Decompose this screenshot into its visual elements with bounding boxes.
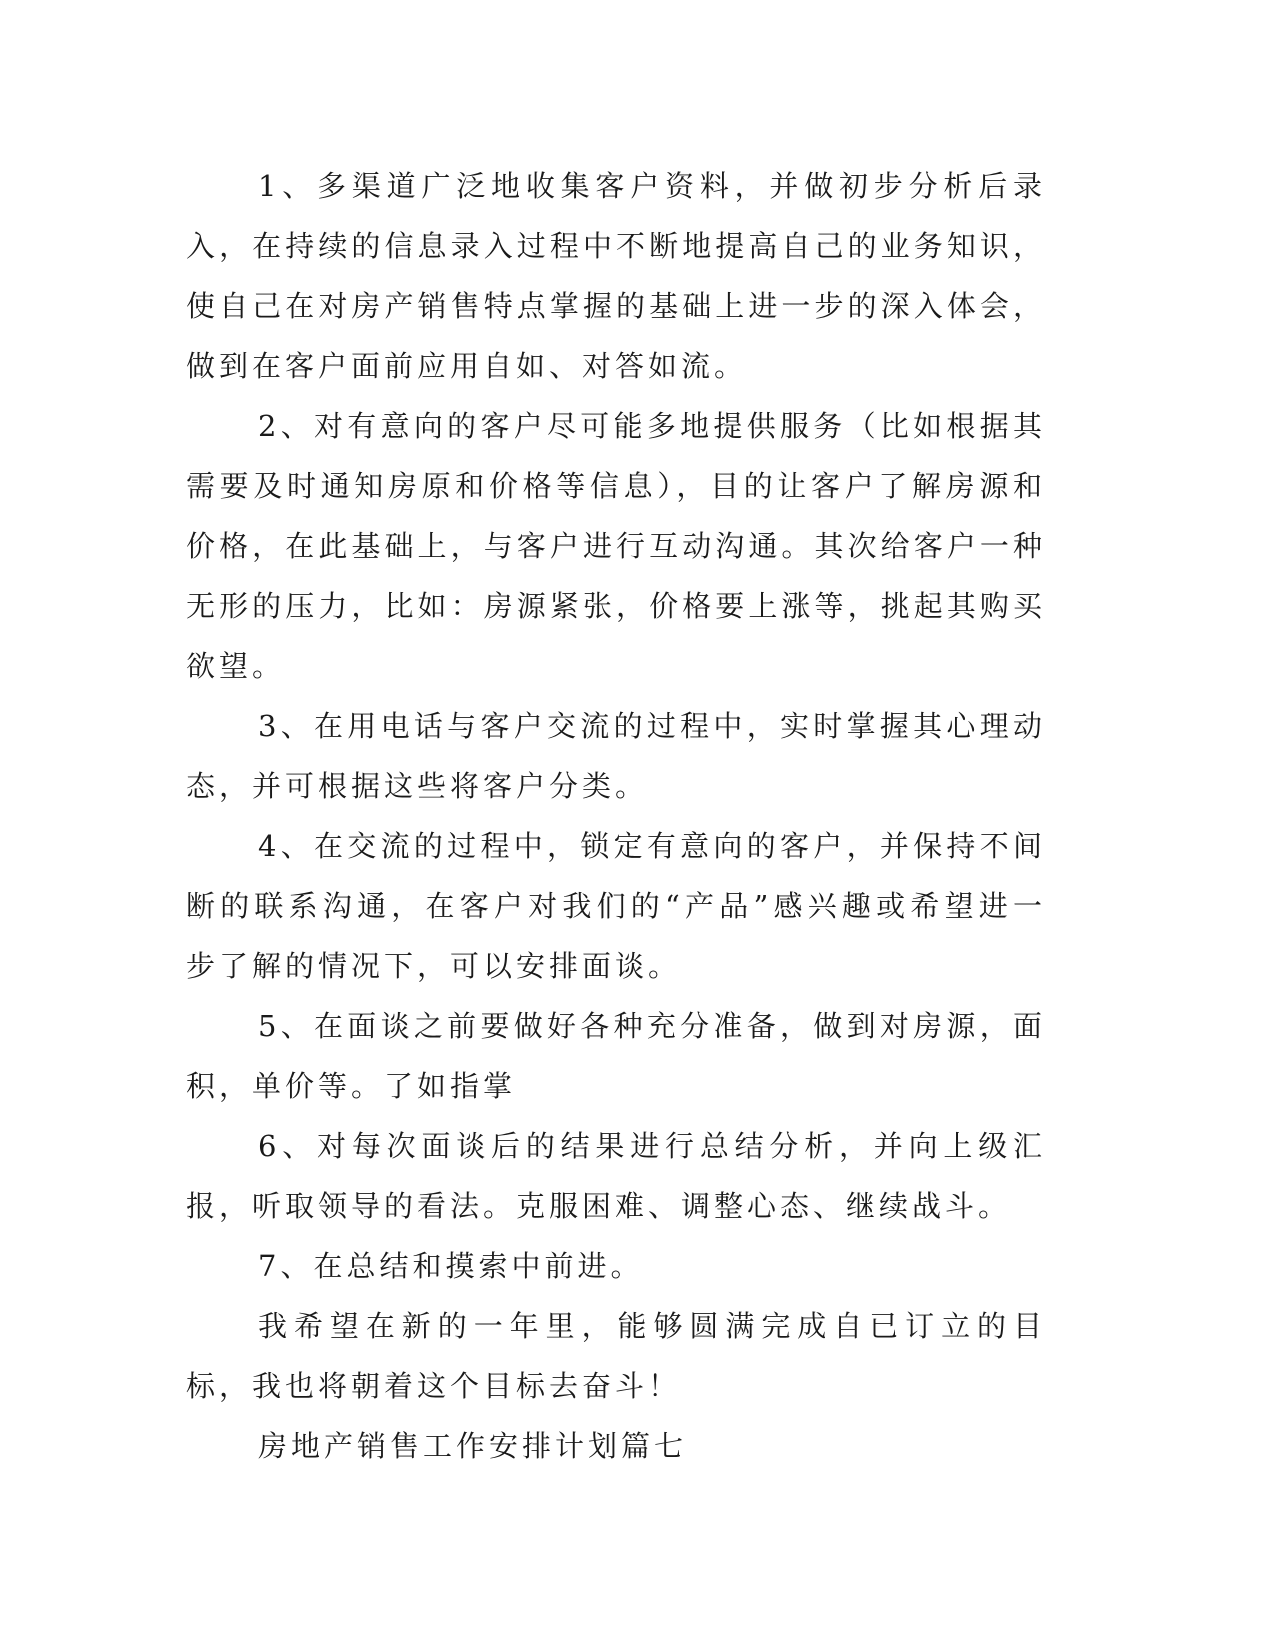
document-body (186, 156, 1046, 1476)
section-heading: 房地产销售工作安排计划篇七 (258, 1429, 688, 1463)
paragraph-item-6: 6、对每次面谈后的结果进行总结分析，并向上级汇报，听取领导的看法。克服困难、调整心态、继续战斗。 (186, 1129, 1046, 1223)
paragraph-item-4: 4、在交流的过程中，锁定有意向的客户，并保持不间断的联系沟通，在客户对我们的“产品”感兴趣或希望进一步了解的情况下，可以安排面谈。 (186, 829, 1046, 983)
paragraph-item-7: 7、在总结和摸索中前进。 (258, 1249, 644, 1283)
paragraph-item-1: 1、多渠道广泛地收集客户资料，并做初步分析后录入，在持续的信息录入过程中不断地提高自己的业务知识，使自己在对房产销售特点掌握的基础上进一步的深入体会，做到在客户面前应用自如、对答如流。 (186, 169, 1046, 383)
paragraph-item-5: 5、在面谈之前要做好各种充分准备，做到对房源，面积，单价等。了如指掌 (186, 1009, 1046, 1103)
paragraph-item-2: 2、对有意向的客户尽可能多地提供服务（比如根据其需要及时通知房原和价格等信息），目的让客户了解房源和价格，在此基础上，与客户进行互动沟通。其次给客户一种无形的压力，比如：房源紧张，价格要上涨等，挑起其购买欲望。 (186, 409, 1046, 683)
paragraph-item-3: 3、在用电话与客户交流的过程中，实时掌握其心理动态，并可根据这些将客户分类。 (186, 709, 1046, 803)
closing-paragraph: 我希望在新的一年里，能够圆满完成自已订立的目标，我也将朝着这个目标去奋斗！ (186, 1309, 1046, 1403)
